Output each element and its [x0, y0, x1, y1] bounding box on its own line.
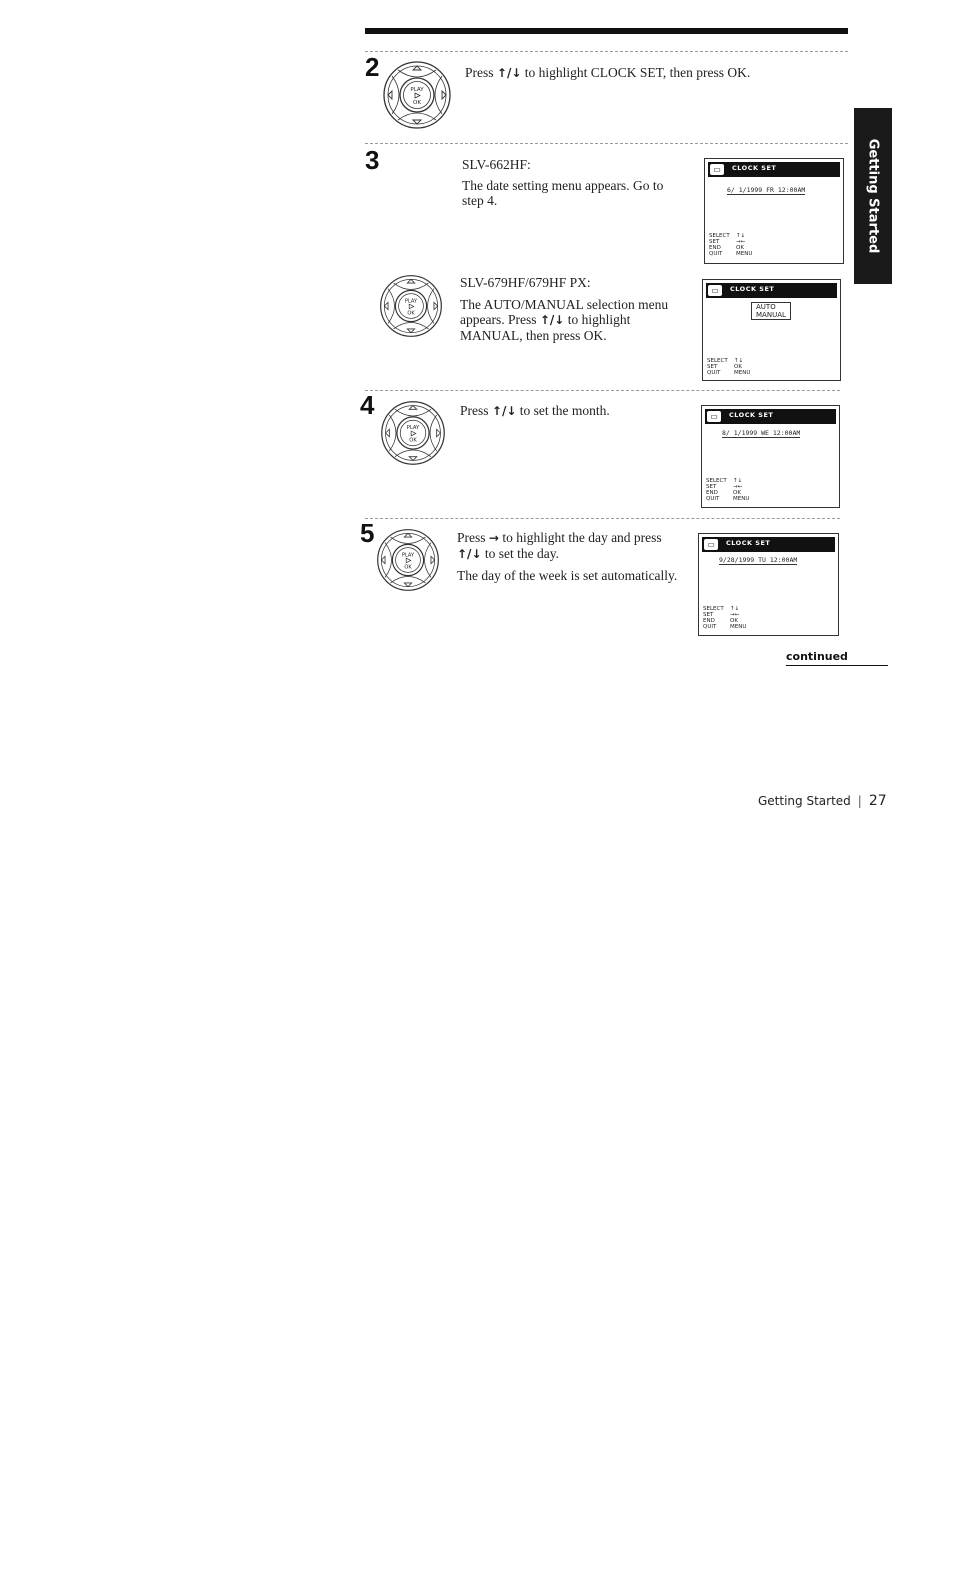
up-down-arrow-icon: ↑/↓	[539, 313, 565, 327]
remote-dial-icon	[380, 58, 454, 132]
footer-divider: |	[857, 794, 862, 808]
step-text: The AUTO/MANUAL selection menu appears. Press ↑/↓ to highlight MANUAL, then press OK.	[460, 297, 669, 343]
step-number: 3	[365, 145, 380, 175]
clock-set-screen	[701, 405, 840, 508]
separator	[365, 390, 840, 391]
screen-title: CLOCK SET	[732, 164, 777, 172]
dial-play-label: PLAY	[406, 425, 420, 432]
page-number: 27	[868, 793, 887, 809]
section-tab-label: Getting Started	[865, 138, 881, 254]
dial-play-label: PLAY	[404, 298, 418, 305]
continued-label: continued	[786, 650, 848, 663]
dial-play-label: PLAY	[410, 87, 424, 93]
step-number: 5	[360, 518, 375, 548]
screen-menu: SELECT SET END QUIT	[709, 233, 730, 257]
screen-title: CLOCK SET	[729, 411, 774, 419]
remote-dial-icon	[374, 526, 442, 594]
auto-manual-screen	[702, 279, 841, 381]
remote-dial	[380, 58, 454, 137]
screen-menu-values: ↑↓ →← OK MENU	[736, 233, 753, 257]
tv-icon: ▭	[707, 411, 721, 422]
separator	[365, 51, 848, 52]
right-arrow-icon: →	[488, 531, 499, 545]
date-line: 8/ 1/1999 WE 12:00AM	[722, 429, 801, 437]
page-footer	[758, 793, 887, 809]
date-line: 9/28/1999 TU 12:00AM	[719, 556, 798, 564]
remote-dial-icon	[378, 398, 448, 468]
remote-dial-icon	[377, 272, 445, 340]
top-rule	[365, 28, 848, 34]
section-tab	[854, 108, 892, 284]
dial-ok-label: OK	[409, 437, 417, 444]
separator	[365, 518, 840, 519]
option-manual: MANUAL	[756, 311, 786, 319]
continued-rule	[786, 665, 888, 666]
tv-icon: ▭	[710, 164, 724, 175]
dial-ok-label: OK	[404, 564, 412, 571]
step-text: The date setting menu appears. Go to step 4.	[462, 178, 664, 208]
step-text: Press ↑/↓ to highlight CLOCK SET, then press OK.	[465, 65, 751, 80]
dial-play-label: PLAY	[401, 552, 415, 559]
remote-dial	[374, 526, 442, 599]
screen-menu-values: ↑↓ →← OK MENU	[730, 606, 747, 630]
separator	[365, 143, 848, 144]
step-number: 4	[360, 390, 375, 420]
step-note: The day of the week is set automatically.	[457, 568, 678, 583]
footer-section: Getting Started	[758, 794, 851, 808]
up-down-arrow-icon: ↑/↓	[496, 66, 522, 80]
step-number: 2	[365, 52, 380, 82]
step-text: Press → to highlight the day and press ↑/↓ to set the day. The day of the week is set automatically.	[457, 530, 697, 583]
option-auto: AUTO	[756, 303, 776, 311]
date-line: 6/ 1/1999 FR 12:00AM	[727, 186, 806, 194]
model-title: SLV-662HF:	[462, 157, 531, 172]
up-down-arrow-icon: ↑/↓	[457, 547, 482, 561]
screen-menu-values: ↑↓ →← OK MENU	[733, 478, 750, 502]
screen-menu: SELECT SET QUIT	[707, 358, 728, 376]
up-down-arrow-icon: ↑/↓	[491, 404, 517, 418]
screen-menu: SELECT SET END QUIT	[703, 606, 724, 630]
clock-set-screen	[698, 533, 839, 636]
tv-icon: ▭	[704, 539, 718, 550]
screen-title: CLOCK SET	[730, 285, 775, 293]
screen-menu-values: ↑↓ OK MENU	[734, 358, 751, 376]
dial-ok-label: OK	[413, 100, 421, 106]
screen-menu: SELECT SET END QUIT	[706, 478, 727, 502]
remote-dial	[377, 272, 445, 345]
clock-set-screen	[704, 158, 844, 264]
model-title: SLV-679HF/679HF PX:	[460, 275, 591, 290]
screen-title: CLOCK SET	[726, 539, 771, 547]
tv-icon: ▭	[708, 285, 722, 296]
step-text: Press ↑/↓ to set the month.	[460, 403, 610, 418]
auto-manual-options	[751, 302, 791, 320]
remote-dial	[378, 398, 448, 473]
dial-ok-label: OK	[407, 310, 415, 317]
